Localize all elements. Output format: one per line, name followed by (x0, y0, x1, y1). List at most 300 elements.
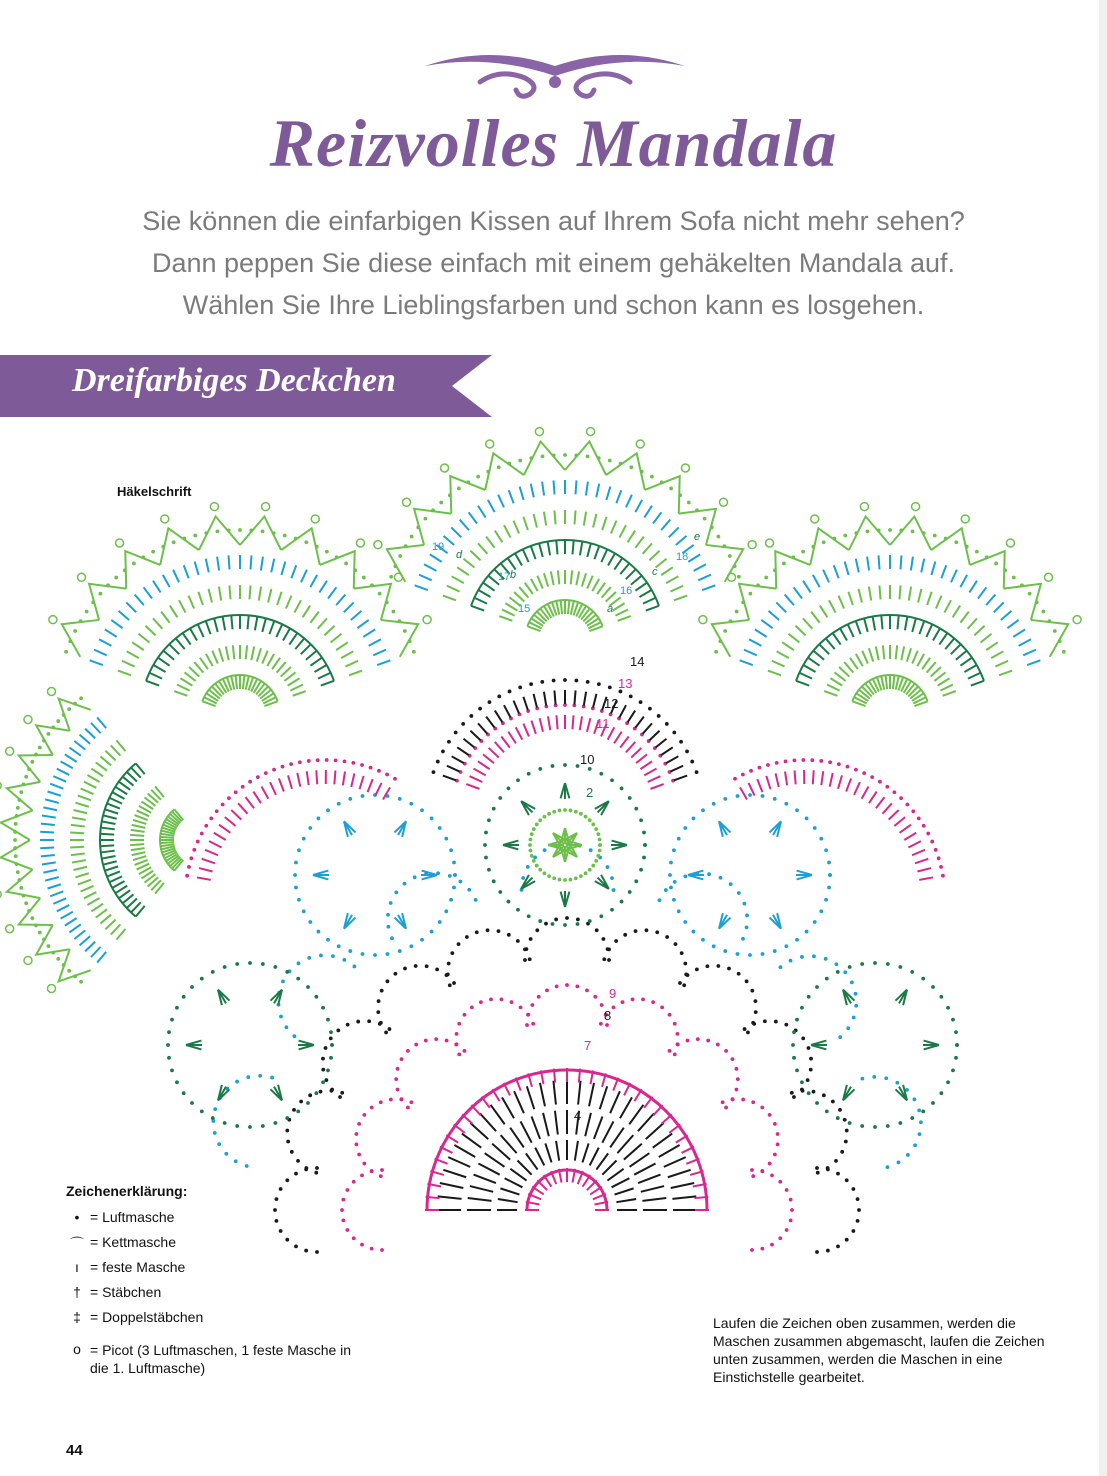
stitch-mark (514, 521, 520, 534)
chain-arc (294, 1172, 298, 1176)
stitch-mark (301, 644, 311, 654)
medallion-outline (330, 1043, 334, 1047)
stitch-mark (931, 562, 935, 575)
stitch-mark (96, 909, 107, 917)
chain-arc (854, 1004, 858, 1008)
stitch-mark (848, 624, 854, 637)
stitch-mark (286, 596, 292, 609)
medallion-outline (297, 898, 301, 902)
chain-arc (38, 931, 42, 935)
stitch-mark (575, 1141, 578, 1161)
chain-arc (356, 1020, 360, 1024)
chain-arc (486, 470, 490, 474)
stitch-mark (856, 559, 859, 573)
chain-arc (526, 865, 530, 869)
chain-arc (857, 1208, 861, 1212)
stitch-mark (620, 563, 629, 574)
stitch-mark (180, 678, 192, 685)
chain-arc (763, 1019, 767, 1023)
stitch-mark (277, 662, 286, 673)
chain-arc (285, 1129, 289, 1133)
picot (24, 956, 32, 964)
chain-arc (24, 775, 28, 779)
stitch-mark (614, 732, 622, 744)
medallion-outline (444, 909, 448, 913)
stitch-mark (443, 536, 454, 545)
picot (374, 541, 382, 549)
stitch-mark (133, 820, 146, 824)
medallion-outline (420, 808, 424, 812)
medallion-outline (815, 1101, 819, 1105)
medallion-outline (551, 764, 555, 768)
stitch-mark (659, 1145, 680, 1157)
stitch-mark (460, 520, 469, 531)
chain-arc (870, 775, 874, 779)
chain-arc (600, 1003, 604, 1007)
stitch-mark (473, 1175, 495, 1184)
chain-arc (838, 1108, 842, 1112)
stitch-mark (568, 600, 570, 614)
medallion-outline (528, 843, 532, 847)
chain-arc (22, 782, 26, 786)
medallion-outline (558, 809, 562, 813)
medallion-outline (449, 848, 453, 852)
stitch-mark (523, 724, 529, 737)
stitch-mark (223, 617, 225, 631)
stitch-mark (544, 1175, 552, 1187)
stitch-mark (163, 651, 174, 660)
stitch-mark (214, 618, 218, 632)
chain-arc (602, 957, 606, 961)
chain-arc (151, 550, 155, 554)
chain-arc (789, 1218, 793, 1222)
chain-arc (1020, 583, 1024, 587)
chain-arc (906, 1153, 910, 1157)
chain-arc (775, 761, 779, 765)
medallion-outline (507, 900, 511, 904)
chain-arc (324, 1046, 328, 1050)
chain-arc (393, 972, 397, 976)
chain-arc (379, 1021, 383, 1025)
chain-arc (877, 528, 881, 532)
stitch-mark (668, 1170, 691, 1177)
stitch-mark (91, 723, 101, 733)
medallion-outline (294, 886, 298, 890)
chain-arc (34, 753, 38, 757)
slip-stitch-symbol: ⌒ (70, 1236, 84, 1252)
round-letter: c (652, 566, 658, 578)
chain-arc (756, 583, 760, 587)
chain-arc (386, 913, 390, 917)
chain-arc (766, 763, 770, 767)
chain-arc (690, 760, 694, 764)
stitch-mark (881, 615, 882, 629)
chain-arc (801, 758, 805, 762)
stitch-mark (554, 480, 555, 494)
medallion-outline (373, 953, 377, 957)
chain-arc (678, 493, 682, 497)
intro-line: Dann peppen Sie diese einfach mit einem gehäkelten Mandala auf. (151, 248, 956, 278)
chain-arc (784, 759, 788, 763)
stitch-mark (48, 791, 61, 795)
page-title: Reizvolles Mandala (269, 105, 838, 181)
stitch-mark (43, 807, 57, 810)
medallion-outline (873, 961, 877, 965)
chain-arc (770, 1243, 774, 1247)
stitch-mark (834, 672, 845, 681)
stitch-mark (373, 650, 386, 656)
chain-arc (696, 1037, 700, 1041)
stitch-mark (268, 589, 271, 603)
chain-arc (324, 1078, 328, 1082)
chain-arc (854, 768, 858, 772)
legend (66, 1183, 360, 1376)
chain-arc (380, 1168, 384, 1172)
stitch-mark (926, 624, 932, 637)
chain-arc (599, 1022, 603, 1026)
stitch-mark (583, 1175, 591, 1187)
stitch-mark (661, 747, 673, 755)
chain-arc (398, 619, 402, 623)
stitch-mark (574, 690, 575, 704)
chain-arc (34, 924, 38, 928)
chain-arc (640, 470, 644, 474)
picot (210, 503, 218, 511)
stitch-mark (321, 681, 334, 686)
fan-edge (160, 528, 199, 565)
medallion-outline (946, 1080, 950, 1084)
medallion-outline (723, 949, 727, 953)
chain-arc (62, 713, 66, 717)
chain-arc (209, 816, 213, 820)
chain-arc (370, 1106, 374, 1110)
chain-arc (344, 562, 348, 566)
medallion-outline (182, 995, 186, 999)
stitch-mark (71, 853, 85, 855)
chain-arc (329, 1036, 333, 1040)
round-number: 16 (620, 585, 633, 597)
chain-arc (98, 592, 102, 596)
stitch-mark (1019, 639, 1031, 646)
medallion-outline (773, 797, 777, 801)
stitch-mark (132, 642, 144, 650)
chain-arc (760, 1106, 764, 1110)
medallion-outline (552, 810, 556, 814)
medallion-outline (954, 1056, 958, 1060)
legend-item (66, 1341, 360, 1376)
medallion-outline (672, 898, 676, 902)
stitch-mark (197, 877, 211, 879)
chain-arc (791, 555, 795, 559)
chain-arc (425, 964, 429, 968)
chain-arc (389, 901, 393, 905)
stitch-mark (119, 890, 130, 898)
round-number: 7 (584, 1038, 592, 1053)
chain-arc (913, 1097, 917, 1101)
stitch-mark (606, 592, 616, 602)
chain-arc (497, 465, 501, 469)
round-number: 11 (596, 716, 610, 731)
stitch-mark (443, 596, 456, 601)
stitch-mark (457, 747, 469, 755)
chain-arc (724, 1049, 728, 1053)
chain-arc (489, 998, 493, 1002)
stitch-mark (466, 784, 479, 789)
stitch-mark (548, 542, 550, 556)
chain-arc (911, 529, 915, 533)
stitch-mark (820, 606, 828, 618)
chain-arc (750, 1248, 754, 1252)
chain-arc (452, 981, 456, 985)
medallion-outline (175, 1080, 179, 1084)
stitch-mark (879, 585, 880, 599)
stitch-mark (514, 701, 520, 714)
stitch-mark (478, 761, 490, 769)
medallion-outline (516, 908, 520, 912)
medallion-outline (492, 807, 496, 811)
medallion-outline (529, 838, 533, 842)
chain-arc (764, 576, 768, 580)
picot (48, 688, 56, 696)
picot-symbol: o (73, 1341, 81, 1357)
chain-arc (384, 1031, 388, 1035)
stitch-mark (634, 1164, 655, 1175)
medallion-outline (795, 1068, 799, 1072)
chain-arc (918, 1132, 922, 1136)
stitch-mark (917, 868, 931, 871)
chain-arc (469, 714, 473, 718)
fan-edge (606, 453, 645, 490)
round-number: 17 (498, 571, 511, 583)
stitch-mark (543, 1113, 549, 1136)
stitch-mark (834, 565, 839, 578)
chain-arc (668, 1049, 672, 1053)
chain-arc (27, 909, 31, 913)
stitch-mark (649, 731, 659, 741)
stitch-mark (854, 782, 860, 795)
medallion-outline (860, 1124, 864, 1128)
stitch-mark (194, 662, 203, 673)
chain-arc (686, 1039, 690, 1043)
stitch-mark (328, 587, 336, 598)
stitch-mark (255, 617, 257, 631)
medallion-outline (591, 864, 595, 868)
medallion-outline (579, 812, 583, 816)
stitch-mark (830, 773, 833, 787)
medallion-outline (552, 876, 556, 880)
stitch-mark (839, 667, 849, 677)
chain-arc (1041, 610, 1045, 614)
chain-arc (607, 958, 611, 962)
chain-arc (463, 1013, 467, 1017)
round-letter: d (456, 549, 463, 561)
stitch-mark (981, 634, 992, 643)
medallion-outline (296, 977, 300, 981)
stitch-mark (761, 620, 772, 628)
stitch-mark (518, 1161, 532, 1175)
chain-arc (537, 995, 541, 999)
chain-arc (379, 1174, 383, 1178)
medallion-outline (800, 1080, 804, 1084)
stitch-mark (144, 587, 152, 598)
stitch-mark (544, 692, 546, 706)
chain-arc (396, 1067, 400, 1071)
stitch-mark (620, 737, 628, 748)
chain-arc (518, 685, 522, 689)
medallion-outline (669, 861, 673, 865)
chain-arc (899, 528, 903, 532)
stitch-mark (78, 880, 91, 885)
medallion-outline (955, 1043, 959, 1047)
stitch-mark (889, 810, 899, 820)
stitch-mark (635, 500, 642, 512)
chain-arc (414, 964, 418, 968)
chain-arc (822, 1093, 826, 1097)
stitch-mark (943, 691, 956, 696)
stitch-mark (214, 833, 226, 840)
medallion-outline (683, 920, 687, 924)
medallion-outline (453, 873, 457, 877)
chain-arc (1053, 629, 1057, 633)
medallion-outline (712, 944, 716, 948)
chain-arc (439, 501, 443, 505)
stitch-mark (956, 651, 967, 660)
chain-arc (716, 535, 720, 539)
chain-arc (403, 629, 407, 633)
stitch-mark (921, 559, 924, 573)
chain-arc (872, 1075, 876, 1079)
medallion-outline (535, 864, 539, 868)
chain-arc (735, 610, 739, 614)
stitch-mark (630, 1153, 650, 1167)
chain-arc (816, 1171, 820, 1175)
picot (116, 539, 124, 547)
medallion-outline (642, 831, 646, 835)
medallion-outline (574, 876, 578, 880)
chain-arc (706, 1039, 710, 1043)
chain-arc (782, 562, 786, 566)
stitch-mark (571, 601, 574, 615)
chain-arc (307, 759, 311, 763)
stitch-mark (1027, 660, 1040, 665)
stitch-mark (463, 559, 474, 568)
stitch-mark (899, 585, 900, 599)
stitch-mark (986, 595, 995, 606)
stitch-mark (261, 557, 263, 571)
chain-arc (264, 771, 268, 775)
chain-arc (773, 568, 777, 572)
chain-arc (423, 517, 427, 521)
chain-arc (321, 1057, 325, 1061)
stitch-mark (534, 694, 537, 708)
stitch-mark (219, 825, 230, 833)
chain-arc (565, 983, 569, 987)
stitch-mark (556, 601, 559, 615)
medallion-outline (628, 796, 632, 800)
medallion-outline (584, 815, 588, 819)
chain-arc (461, 722, 465, 726)
stitch-mark (862, 651, 868, 664)
chain-arc (541, 454, 545, 458)
stitch-mark (284, 672, 295, 681)
stitch-mark (462, 1114, 472, 1123)
stitch-mark (519, 587, 528, 598)
stitch-mark (85, 729, 95, 739)
stitch-mark (246, 676, 249, 690)
medallion-outline (190, 1101, 194, 1105)
chain-arc (824, 957, 828, 961)
stitch-mark (635, 537, 643, 548)
stitch-mark (470, 551, 480, 561)
stitch-mark (288, 678, 300, 685)
chain-arc (750, 989, 754, 993)
medallion-outline (532, 859, 536, 863)
stitch-mark (869, 792, 877, 804)
chain-arc (565, 916, 569, 920)
medallion-outline (527, 914, 531, 918)
chain-arc (132, 562, 136, 566)
stitch-mark (283, 628, 290, 640)
stitch-mark (592, 579, 599, 591)
stitch-mark (357, 620, 368, 628)
picot (486, 440, 494, 448)
medallion-outline (836, 970, 840, 974)
stitch-mark (597, 583, 605, 594)
stitch-mark (249, 585, 250, 599)
chain-arc (676, 1032, 680, 1036)
chain-arc (370, 583, 374, 587)
stitch-mark (226, 646, 229, 660)
stitch-mark (91, 947, 101, 957)
fan-edge (810, 528, 849, 565)
stitch-mark (250, 555, 251, 569)
chain-arc (619, 462, 623, 466)
chain-arc (826, 1249, 830, 1253)
stitch-mark (499, 616, 512, 621)
chain-arc (390, 936, 394, 940)
chain-arc (838, 1035, 842, 1039)
medallion-outline (294, 861, 298, 865)
round-number: 13 (618, 676, 633, 691)
medallion-outline (574, 810, 578, 814)
chain-arc (281, 765, 285, 769)
chain-arc (292, 1108, 296, 1112)
chain-arc (785, 1228, 789, 1232)
stitch-mark (153, 581, 161, 593)
stitch-mark (626, 569, 636, 579)
chain-arc (410, 535, 414, 539)
medallion-outline (200, 977, 204, 981)
stitch-mark (238, 803, 247, 813)
stitch-mark (617, 1135, 633, 1153)
chain-arc (741, 937, 745, 941)
stitch-mark (556, 540, 557, 554)
stitch-mark (845, 562, 849, 575)
stitch-mark (936, 596, 942, 609)
stitch-mark (548, 716, 550, 730)
stitch-mark (772, 661, 785, 667)
chain-arc (1062, 650, 1066, 654)
chain-arc (523, 958, 527, 962)
stitch-mark (53, 898, 66, 904)
chain-arc (574, 453, 578, 457)
stitch-mark (939, 633, 947, 644)
chain-arc (497, 929, 501, 933)
stitch-mark (288, 775, 292, 788)
medallion-outline (449, 898, 453, 902)
chain-arc (360, 1243, 364, 1247)
stitch-mark (291, 565, 296, 578)
